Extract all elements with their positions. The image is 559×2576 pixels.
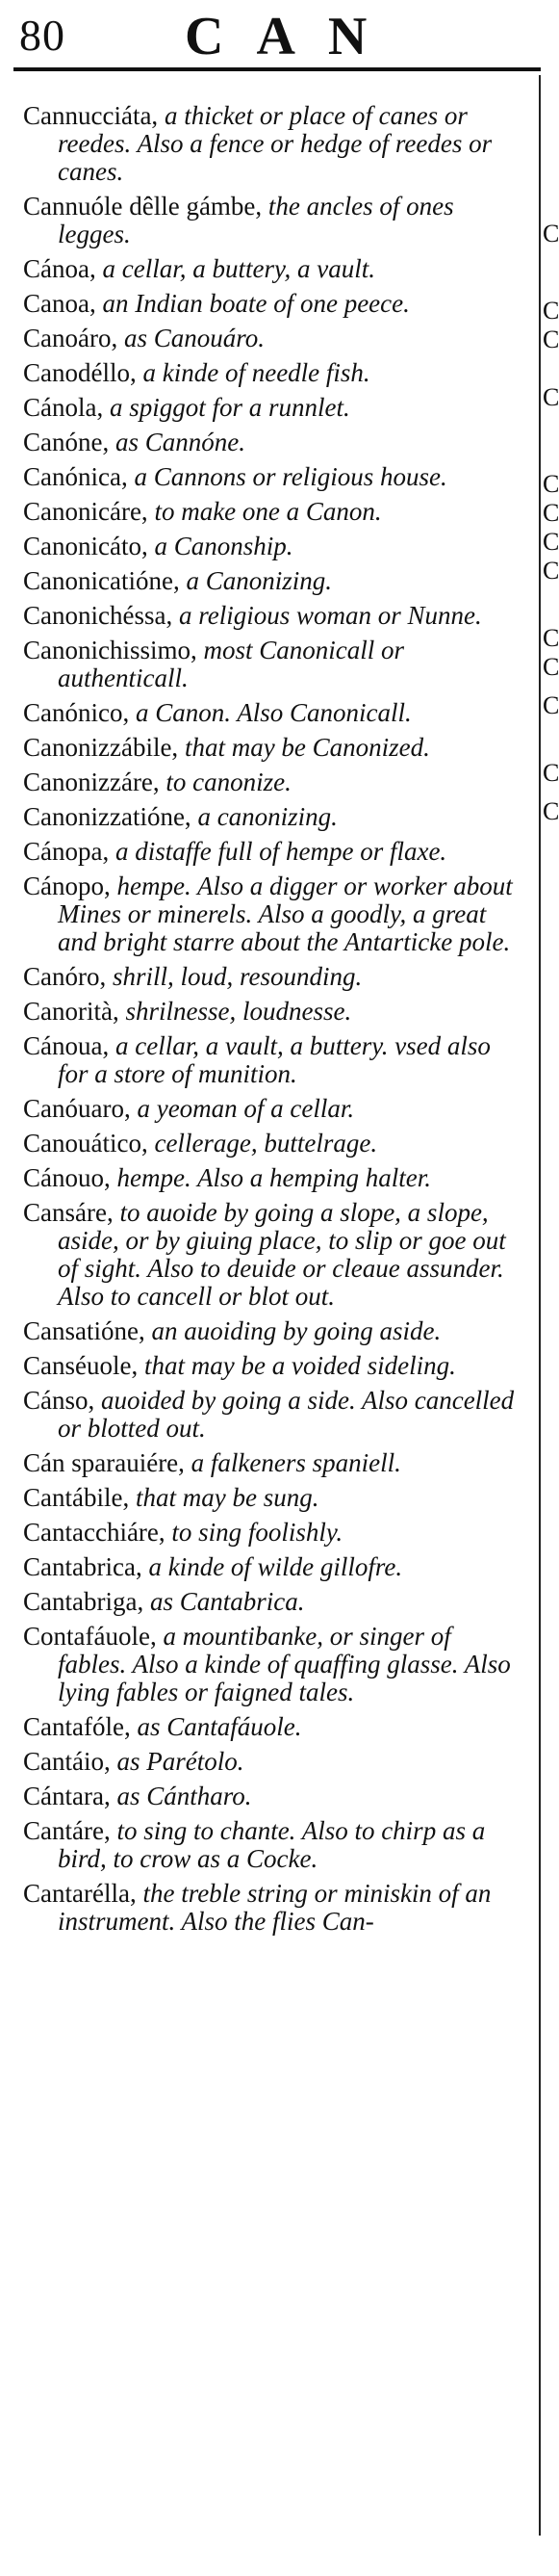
entry-headword: Cantáio, bbox=[23, 1747, 111, 1776]
entry-list bbox=[13, 102, 521, 1942]
entry-headword: Canouático, bbox=[23, 1129, 148, 1158]
entry-definition: shrilnesse, loudnesse. bbox=[125, 997, 352, 1026]
entry-headword: Cánoa, bbox=[23, 254, 96, 283]
dictionary-entry bbox=[13, 1130, 521, 1158]
entry-headword: Cántara, bbox=[23, 1782, 111, 1810]
adjacent-column-letter: C bbox=[543, 297, 559, 325]
entry-definition: a mountibanke, or singer of fables. Also a kinde of quaffing glasse. Also lying fables or faigned tales. bbox=[58, 1622, 511, 1706]
entry-headword: Canséuole, bbox=[23, 1351, 139, 1380]
entry-headword: Cannuóle dêlle gámbe, bbox=[23, 192, 263, 221]
dictionary-entry bbox=[13, 567, 521, 595]
entry-headword: Canóne, bbox=[23, 428, 110, 456]
entry-definition: a spiggot for a runnlet. bbox=[109, 393, 350, 422]
dictionary-entry bbox=[13, 602, 521, 630]
entry-definition: the ancles of ones legges. bbox=[58, 192, 454, 248]
entry-headword: Canónico, bbox=[23, 698, 130, 727]
dictionary-entry bbox=[13, 1484, 521, 1512]
running-head: CAN bbox=[185, 7, 400, 66]
entry-headword: Canonicáto, bbox=[23, 532, 148, 560]
dictionary-entry bbox=[13, 803, 521, 831]
entry-definition: auoided by going a side. Also cancelled or blotted out. bbox=[58, 1386, 515, 1443]
dictionary-entry bbox=[13, 102, 521, 186]
dictionary-entry bbox=[13, 1553, 521, 1581]
entry-headword: Cánso, bbox=[23, 1386, 95, 1415]
dictionary-entry bbox=[13, 768, 521, 796]
dictionary-entry bbox=[13, 963, 521, 991]
page-number: 80 bbox=[19, 11, 65, 60]
entry-definition: hempe. Also a hemping halter. bbox=[116, 1163, 431, 1192]
entry-definition: an auoiding by going aside. bbox=[151, 1316, 442, 1345]
entry-definition: a Canonizing. bbox=[186, 566, 332, 595]
entry-headword: Cantábile, bbox=[23, 1483, 130, 1512]
dictionary-entry bbox=[13, 1352, 521, 1380]
entry-definition: to make one a Canon. bbox=[154, 497, 382, 526]
dictionary-entry bbox=[13, 637, 521, 692]
entry-headword: Canóro, bbox=[23, 962, 107, 991]
page-header bbox=[13, 0, 533, 65]
entry-headword: Cantabrica, bbox=[23, 1552, 142, 1581]
dictionary-entry bbox=[13, 1032, 521, 1088]
entry-headword: Cánoua, bbox=[23, 1031, 110, 1060]
dictionary-entry bbox=[13, 394, 521, 422]
entry-headword: Canonizzáre, bbox=[23, 768, 160, 796]
dictionary-entry bbox=[13, 1713, 521, 1741]
adjacent-column-letter: C bbox=[543, 691, 559, 719]
dictionary-entry bbox=[13, 1095, 521, 1123]
adjacent-column-letter: C bbox=[543, 528, 559, 556]
entry-definition: most Canonicall or authenticall. bbox=[58, 636, 405, 692]
entry-headword: Cannucciáta, bbox=[23, 101, 159, 130]
entry-definition: a Canon. Also Canonicall. bbox=[135, 698, 412, 727]
entry-definition: a cellar, a buttery, a vault. bbox=[102, 254, 375, 283]
adjacent-column-letter: C bbox=[543, 499, 559, 527]
adjacent-column-letter: C bbox=[543, 383, 559, 411]
dictionary-entry bbox=[13, 1519, 521, 1547]
dictionary-entry bbox=[13, 1588, 521, 1616]
dictionary-entry bbox=[13, 1880, 521, 1936]
entry-headword: Canorità, bbox=[23, 997, 119, 1026]
dictionary-entry bbox=[13, 872, 521, 956]
adjacent-column-letter: C bbox=[543, 220, 559, 247]
dictionary-entry bbox=[13, 1164, 521, 1192]
dictionary-entry bbox=[13, 290, 521, 318]
entry-headword: Canónica, bbox=[23, 462, 128, 491]
entry-definition: as Parétolo. bbox=[116, 1747, 244, 1776]
adjacent-column-letter: C bbox=[543, 653, 559, 681]
entry-definition: to sing to chante. Also to chirp as a bird, to crow as a Cocke. bbox=[58, 1816, 486, 1873]
entry-headword: Canonizzábile, bbox=[23, 733, 179, 762]
dictionary-entry bbox=[13, 359, 521, 387]
adjacent-column-letter: C bbox=[543, 470, 559, 498]
entry-headword: Cantarélla, bbox=[23, 1879, 137, 1908]
dictionary-entry bbox=[13, 1199, 521, 1311]
entry-headword: Cánopa, bbox=[23, 837, 110, 866]
entry-definition: a distaffe full of hempe or flaxe. bbox=[114, 837, 447, 866]
entry-definition: as Cántharo. bbox=[116, 1782, 252, 1810]
entry-definition: a Cannons or religious house. bbox=[134, 462, 447, 491]
entry-definition: a Canonship. bbox=[154, 532, 293, 560]
entry-definition: as Cantafáuole. bbox=[137, 1712, 302, 1741]
entry-headword: Canodéllo, bbox=[23, 358, 137, 387]
entry-headword: Cánouo, bbox=[23, 1163, 111, 1192]
adjacent-column-edge bbox=[543, 106, 559, 2513]
entry-definition: an Indian boate of one peece. bbox=[102, 289, 410, 318]
dictionary-entry bbox=[13, 1748, 521, 1776]
dictionary-entry bbox=[13, 429, 521, 456]
entry-headword: Cansatióne, bbox=[23, 1316, 145, 1345]
entry-headword: Cánola, bbox=[23, 393, 104, 422]
entry-definition: a cellar, a vault, a buttery. vsed also for a store of munition. bbox=[58, 1031, 491, 1088]
dictionary-entry bbox=[13, 1387, 521, 1443]
entry-headword: Canoa, bbox=[23, 289, 96, 318]
dictionary-entry bbox=[13, 1623, 521, 1706]
entry-definition: to sing foolishly. bbox=[171, 1518, 343, 1547]
entry-definition: shrill, loud, resounding. bbox=[112, 962, 363, 991]
entry-headword: Canonichissimo, bbox=[23, 636, 197, 664]
dictionary-entry bbox=[13, 699, 521, 727]
entry-definition: the treble string or miniskin of an instrument. Also the flies Can- bbox=[58, 1879, 492, 1936]
entry-definition: a thicket or place of canes or reedes. Also a fence or hedge of reedes or canes. bbox=[58, 101, 493, 186]
entry-headword: Canonicatióne, bbox=[23, 566, 180, 595]
dictionary-entry bbox=[13, 193, 521, 248]
dictionary-entry bbox=[13, 838, 521, 866]
entry-definition: a kinde of needle fish. bbox=[142, 358, 370, 387]
adjacent-column-letter: C bbox=[543, 557, 559, 585]
entry-definition: that may be a voided sideling. bbox=[143, 1351, 456, 1380]
dictionary-entry bbox=[13, 325, 521, 352]
dictionary-entry bbox=[13, 1449, 521, 1477]
adjacent-column-letter: C bbox=[543, 325, 559, 353]
entry-definition: as Canouáro. bbox=[123, 324, 265, 352]
entry-headword: Cán sparauiére, bbox=[23, 1448, 185, 1477]
adjacent-column-letter: C bbox=[543, 759, 559, 787]
column-rule bbox=[539, 75, 541, 2536]
entry-headword: Contafáuole, bbox=[23, 1622, 157, 1651]
dictionary-entry bbox=[13, 255, 521, 283]
entry-definition: as Cantabrica. bbox=[149, 1587, 305, 1616]
dictionary-entry bbox=[13, 1817, 521, 1873]
entry-headword: Cantáre, bbox=[23, 1816, 111, 1845]
dictionary-entry bbox=[13, 463, 521, 491]
entry-headword: Canóuaro, bbox=[23, 1094, 131, 1123]
dictionary-entry bbox=[13, 1317, 521, 1345]
adjacent-column-letter: C bbox=[543, 797, 559, 825]
entry-definition: that may be Canonized. bbox=[184, 733, 430, 762]
entry-definition: that may be sung. bbox=[135, 1483, 319, 1512]
entry-definition: a religious woman or Nunne. bbox=[178, 601, 482, 630]
entry-headword: Canonizzatióne, bbox=[23, 802, 191, 831]
entry-headword: Canonicáre, bbox=[23, 497, 148, 526]
entry-definition: to canonize. bbox=[165, 768, 292, 796]
entry-headword: Canoáro, bbox=[23, 324, 118, 352]
dictionary-entry bbox=[13, 1782, 521, 1810]
dictionary-entry bbox=[13, 533, 521, 560]
entry-definition: cellerage, buttelrage. bbox=[154, 1129, 378, 1158]
dictionary-entry bbox=[13, 498, 521, 526]
entry-definition: a kinde of wilde gillofre. bbox=[148, 1552, 403, 1581]
dictionary-entry bbox=[13, 998, 521, 1026]
entry-headword: Cantabriga, bbox=[23, 1587, 144, 1616]
entry-definition: a canonizing. bbox=[197, 802, 338, 831]
entry-definition: hempe. Also a digger or worker about Mines or minerels. Also a goodly, a great and bright starre about the Antarticke pole. bbox=[58, 872, 513, 956]
adjacent-column-letter: C bbox=[543, 624, 559, 652]
entry-definition: a falkeners spaniell. bbox=[191, 1448, 401, 1477]
entry-headword: Cánopo, bbox=[23, 872, 111, 900]
entry-definition: to auoide by going a slope, a slope, aside, or by giuing place, to slip or goe out of sight. Also to deuide or cleaue assunder. Also to cancell or blot out. bbox=[58, 1198, 506, 1311]
entry-headword: Cantafóle, bbox=[23, 1712, 131, 1741]
header-rule bbox=[13, 67, 541, 71]
entry-headword: Cansáre, bbox=[23, 1198, 114, 1227]
entry-definition: a yeoman of a cellar. bbox=[137, 1094, 355, 1123]
dictionary-entry bbox=[13, 734, 521, 762]
entry-headword: Canonichéssa, bbox=[23, 601, 173, 630]
entry-definition: as Cannóne. bbox=[114, 428, 245, 456]
entry-headword: Cantacchiáre, bbox=[23, 1518, 165, 1547]
